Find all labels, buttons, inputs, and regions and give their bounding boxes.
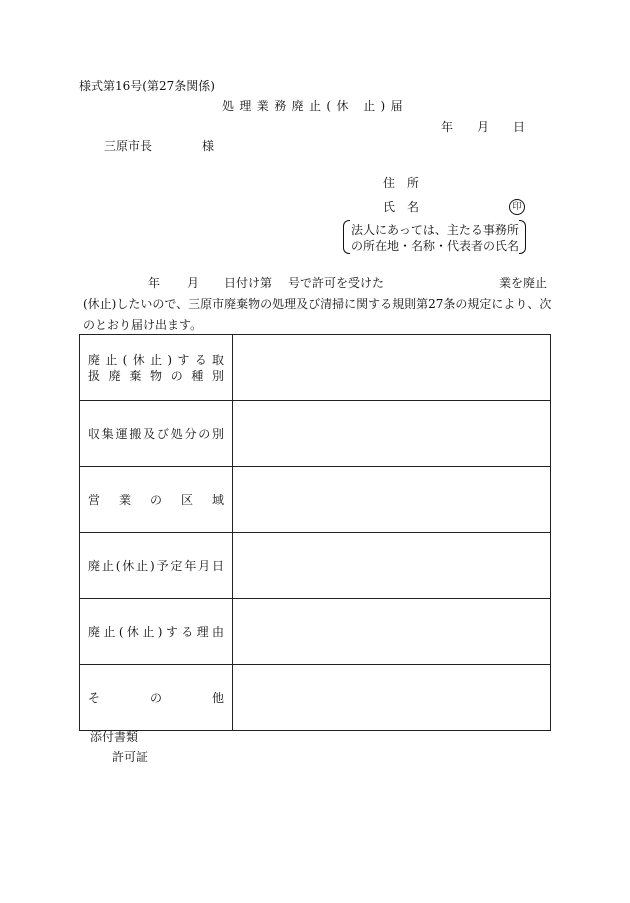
row-label-line2: 扱廃棄物の種別 — [88, 368, 225, 383]
body-line3: のとおり届け出ます。 — [83, 318, 203, 332]
row-value-business-area[interactable] — [233, 467, 551, 533]
table-row — [80, 599, 551, 665]
row-value-waste-type[interactable] — [233, 335, 551, 401]
document-title: 処理業務廃止(休 止)届 — [222, 99, 408, 113]
row-label: その他 — [80, 665, 233, 731]
row-label — [80, 335, 233, 401]
corp-note-line2: の所在地・名称・代表者の氏名 — [351, 239, 520, 253]
row-label: 廃止(休止)予定年月日 — [80, 533, 233, 599]
attachments-title: 添付書類 — [90, 730, 139, 744]
addressee — [104, 139, 214, 153]
body-line2: (休止)したいので、三原市廃棄物の処理及び清掃に関する規則第27条の規定により、次 — [83, 297, 552, 311]
row-label: 廃止(休止)する理由 — [80, 599, 233, 665]
table-row — [80, 401, 551, 467]
addressee-name: 三原市長 — [104, 139, 153, 153]
body-day-number: 日付け第 — [224, 276, 273, 290]
seal-mark: 印 — [509, 199, 525, 215]
row-value-collection-disposal[interactable] — [233, 401, 551, 467]
body-month: 月 — [187, 276, 200, 290]
body-business: 業を廃止 — [499, 276, 548, 290]
table-row — [80, 467, 551, 533]
addressee-honorific: 様 — [202, 139, 215, 153]
table-row — [80, 533, 551, 599]
row-value-reason[interactable] — [233, 599, 551, 665]
date-line — [441, 120, 525, 134]
date-day-label: 日 — [513, 120, 526, 134]
row-value-planned-date[interactable] — [233, 533, 551, 599]
name-label: 氏 名 — [383, 200, 420, 214]
body-year: 年 — [148, 276, 161, 290]
corp-note-line1: 法人にあっては、主たる事務所 — [351, 223, 519, 237]
table-row — [80, 665, 551, 731]
row-label: 収集運搬及び処分の別 — [80, 401, 233, 467]
body-permit: 号で許可を受けた — [288, 276, 385, 290]
bracket-left — [343, 220, 350, 254]
form-table — [79, 334, 551, 731]
row-value-other[interactable] — [233, 665, 551, 731]
address-label: 住 所 — [383, 176, 420, 190]
bracket-right — [519, 220, 526, 254]
row-label-line1: 廃止(休止)する取 — [88, 352, 225, 367]
date-year-label: 年 — [441, 120, 454, 134]
corporation-note — [343, 220, 526, 254]
form-number: 様式第16号(第27条関係) — [79, 79, 215, 93]
attachment-item: 許可証 — [112, 750, 149, 764]
row-label: 営業の区域 — [80, 467, 233, 533]
table-row — [80, 335, 551, 401]
date-month-label: 月 — [477, 120, 490, 134]
